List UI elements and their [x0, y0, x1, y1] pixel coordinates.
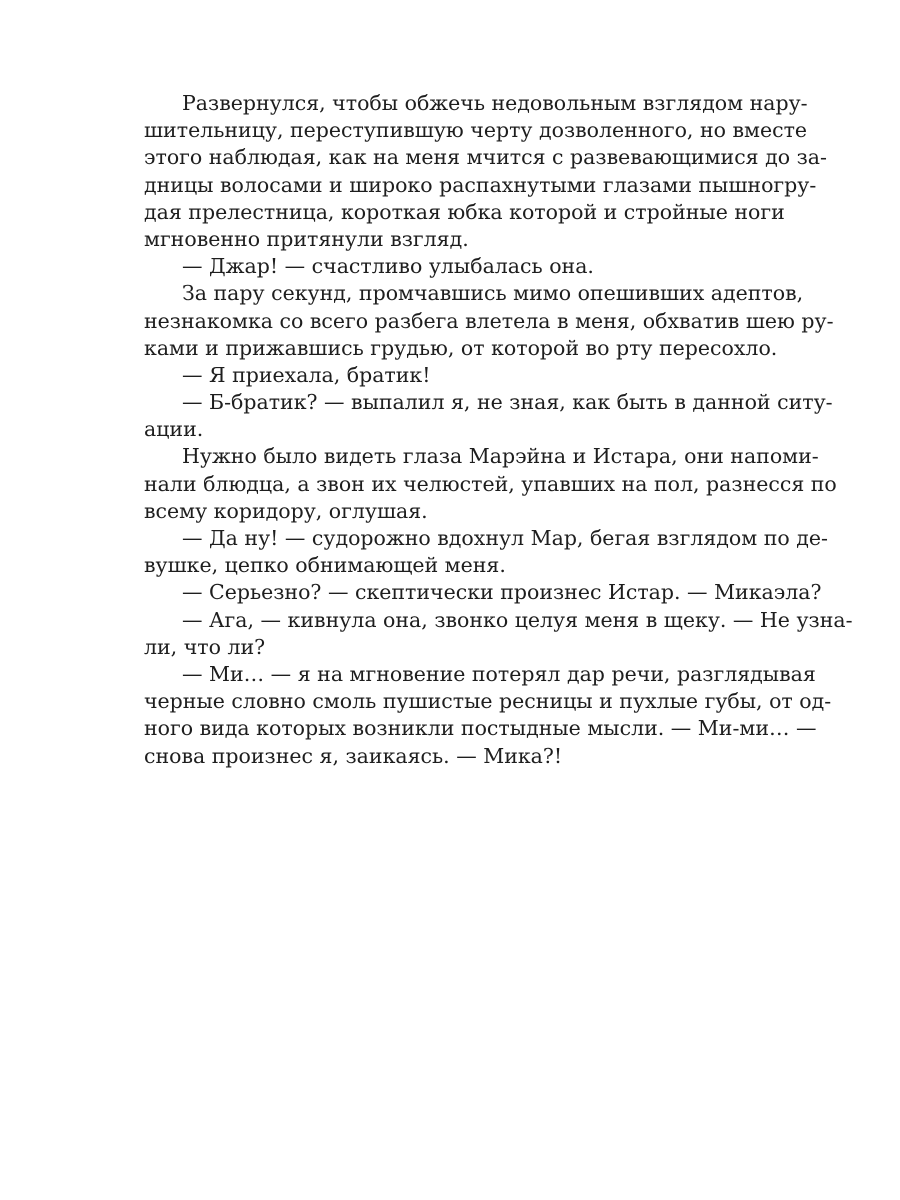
text-line: — Да ну! — судорожно вдохнул Мар, бегая взглядом по де- — [182, 526, 828, 550]
text-line: дая прелестница, короткая юбка которой и стройные ноги — [144, 199, 785, 224]
text-line: дницы волосами и широко распахнутыми глазами пышногру- — [144, 172, 817, 197]
text-line: ками и прижавшись грудью, от которой во рту пересохло. — [144, 335, 778, 360]
text-line: мгновенно притянули взгляд. — [144, 226, 469, 251]
page-body-text — [144, 90, 853, 770]
text-line: шительницу, переступившую черту дозволенного, но вместе — [144, 118, 808, 143]
text-line: За пару секунд, промчавшись мимо опешивших адептов, — [182, 281, 804, 306]
text-line: ли, что ли? — [144, 634, 266, 659]
text-line: — Ми… — я на мгновение потерял дар речи, разглядывая — [182, 661, 816, 686]
text-line: — Серьезно? — скептически произнес Истар. — Микаэла? — [182, 580, 822, 605]
text-line: снова произнес я, заикаясь. — Мика?! — [144, 743, 563, 768]
text-line: незнакомка со всего разбега влетела в меня, обхватив шею ру- — [144, 308, 834, 333]
text-line: ного вида которых возникли постыдные мысли. — Ми-ми… — — [144, 716, 817, 741]
text-line: Развернулся, чтобы обжечь недовольным взглядом нару- — [182, 91, 808, 115]
text-line: вушке, цепко обнимающей меня. — [144, 553, 506, 578]
text-line: Нужно было видеть глаза Марэйна и Истара, они напоми- — [182, 444, 819, 469]
text-line: — Б-братик? — выпалил я, не зная, как быть в данной ситу- — [182, 390, 833, 415]
text-line: — Джар! — счастливо улыбалась она. — [182, 254, 594, 279]
text-line: — Ага, — кивнула она, звонко целуя меня в щеку. — Не узна- — [182, 607, 853, 632]
text-line: всему коридору, оглушая. — [144, 498, 428, 523]
text-line: нали блюдца, а звон их челюстей, упавших на пол, разнесся по — [144, 471, 837, 496]
text-line: черные словно смоль пушистые ресницы и пухлые губы, от од- — [144, 689, 832, 714]
text-line: ации. — [144, 417, 204, 442]
text-line: этого наблюдая, как на меня мчится с развевающимися до за- — [144, 145, 827, 170]
text-line: — Я приехала, братик! — [182, 362, 431, 387]
